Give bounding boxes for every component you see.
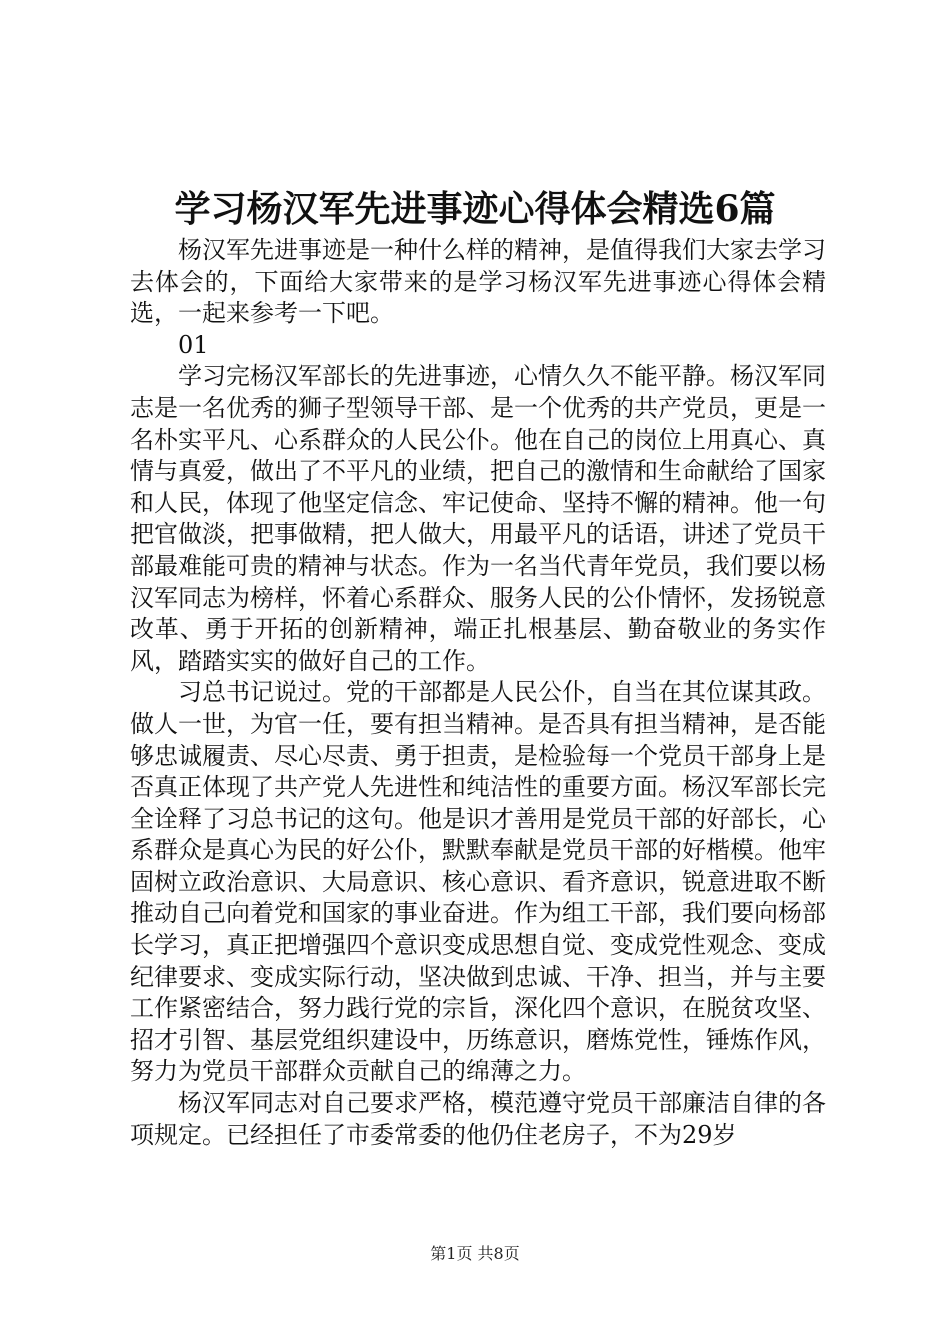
body-paragraph: 学习完杨汉军部长的先进事迹，心情久久不能平静。杨汉军同志是一名优秀的狮子型领导干部、是一个优秀的共产党员，更是一名朴实平凡、心系群众的人民公仆。他在自己的岗位上用真心、真情与真爱，做出了不平凡的业绩，把自己的激情和生命献给了国家和人民，体现了他坚定信念、牢记使命、坚持不懈的精神。他一句把官做淡，把事做精，把人做大，用最平凡的话语，讲述了党员干部最难能可贵的精神与状态。作为一名当代青年党员，我们要以杨汉军同志为榜样，怀着心系群众、服务人民的公仆情怀，发扬锐意改革、勇于开拓的创新精神，端正扎根基层、勤奋敬业的务实作风，踏踏实实的做好自己的工作。 [130, 362, 826, 675]
body-paragraph: 习总书记说过。党的干部都是人民公仆，自当在其位谋其政。做人一世，为官一任，要有担当精神。是否具有担当精神，是否能够忠诚履责、尽心尽责、勇于担责，是检验每一个党员干部身上是否真正体现了共产党人先进性和纯洁性的重要方面。杨汉军部长完全诠释了习总书记的这句。他是识才善用是党员干部的好部长，心系群众是真心为民的好公仆，默默奉献是党员干部的好楷模。他牢固树立政治意识、大局意识、核心意识、看齐意识，锐意进取不断推动自己向着党和国家的事业奋进。作为组工干部，我们要向杨部长学习，真正把增强四个意识变成思想自觉、变成党性观念、变成纪律要求、变成实际行动，坚决做到忠诚、干净、担当，并与主要工作紧密结合，努力践行党的宗旨，深化四个意识，在脱贫攻坚、招才引智、基层党组织建设中，历练意识，磨炼党性，锤炼作风，努力为党员干部群众贡献自己的绵薄之力。 [130, 678, 826, 1086]
intro-paragraph: 杨汉军先进事迹是一种什么样的精神，是值得我们大家去学习去体会的，下面给大家带来的是学习杨汉军先进事迹心得体会精选，一起来参考一下吧。 [130, 236, 826, 328]
page-footer: 第1页 共8页 [430, 1244, 520, 1263]
body-paragraph: 杨汉军同志对自己要求严格，模范遵守党员干部廉洁自律的各项规定。已经担任了市委常委的他仍住老房子，不为29岁 [130, 1089, 826, 1149]
document-body [130, 235, 826, 1151]
document-title: 学习杨汉军先进事迹心得体会精选6篇 [174, 188, 776, 230]
section-number: 01 [178, 330, 209, 359]
